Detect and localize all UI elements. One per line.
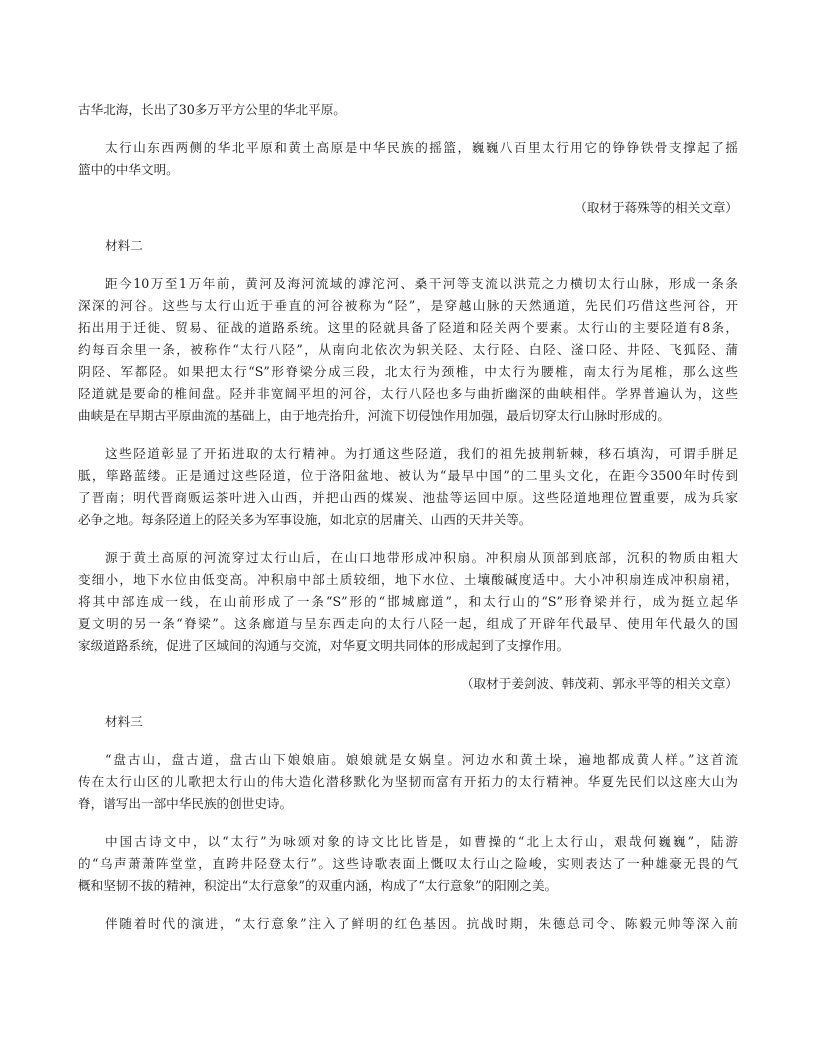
paragraph-line: 胝，筚路蓝缕。正是通过这些陉道，位于洛阳盆地、被认为“最早中国”的二里头文化，在距今3500年时传到 (78, 468, 738, 483)
paragraph-line: 脊，谱写出一部中华民族的创世史诗。 (78, 796, 293, 811)
paragraph-line: 了晋南；明代晋商贩运茶叶进入山西，并把山西的煤炭、池盐等运回中原。这些陉道地理位置重要，成为兵家 (78, 490, 738, 505)
paragraph-line: 概和坚韧不拔的精神，积淀出“太行意象”的双重内涵，构成了“太行意象”的阳刚之美。 (78, 878, 558, 893)
paragraph-line: 变细小，地下水位由低变高。冲积扇中部土质较细，地下水位、土壤酸碱度适中。大小冲积扇连成冲积扇裙， (78, 572, 738, 587)
paragraph-line: 传在太行山区的儿歌把太行山的伟大造化潜移默化为坚韧而富有开拓力的太行精神。华夏先民们以这座大山为 (78, 774, 738, 789)
paragraph-line: 源于黄土高原的河流穿过太行山后，在山口地带形成冲积扇。冲积扇从顶部到底部，沉积的物质由粗大 (105, 550, 738, 565)
paragraph-line: “盘古山，盘古道，盘古山下娘娘庙。娘娘就是女娲皇。河边水和黄土垛，遍地都成黄人样。”这首流 (105, 752, 738, 767)
paragraph-line: 夏文明的另一条“脊梁”。这条廊道与呈东西走向的太行八陉一起，组成了开辟年代最早、使用年代最久的国 (78, 616, 738, 631)
paragraph-line: 家级道路系统，促进了区域间的沟通与交流，对华夏文明共同体的形成起到了支撑作用。 (78, 638, 570, 653)
paragraph-line: 必争之地。每条陉道上的陉关多为军事设施，如北京的居庸关、山西的天井关等。 (78, 512, 532, 527)
paragraph-line: 的“乌声萧萧阵堂堂，直跨井陉登太行”。这些诗歌表面上慨叹太行山之险峻，实则表达了一种雄豪无畏的气 (78, 856, 738, 871)
paragraph-line: 这些陉道彰显了开拓进取的太行精神。为打通这些陉道，我们的祖先披荆斩棘，移石填沟，可谓手胼足 (105, 446, 738, 461)
paragraph-line: 阴陉、军都陉。如果把太行“S”形脊梁分成三段，北太行为颈椎，中太行为腰椎，南太行为尾椎，那么这些 (78, 364, 738, 379)
paragraph-line: 陉道就是要命的椎间盘。陉并非宽阔平坦的河谷，太行八陉也多与曲折幽深的曲峡相伴。学界普遍认为，这些 (78, 386, 738, 401)
source-citation: （取材于姜剑波、韩茂莉、郭永平等的相关文章） (460, 676, 738, 691)
paragraph-line: 曲峡是在早期古平原曲流的基础上，由于地壳抬升，河流下切侵蚀作用加强，最后切穿太行山脉时形成的。 (78, 408, 670, 423)
paragraph-line: 将其中部连成一线，在山前形成了一条“S”形的“邯城廊道”，和太行山的“S”形脊梁并行，成为挺立起华 (78, 594, 738, 609)
paragraph-line: 深深的河谷。这些与太行山近于垂直的河谷被称为“陉”，是穿越山脉的天然通道，先民们巧借这些河谷，开 (78, 298, 738, 313)
section-heading: 材料二 (105, 238, 143, 253)
section-heading: 材料三 (105, 714, 143, 729)
paragraph-line: 篮中的中华文明。 (78, 162, 179, 177)
paragraph-line: 古华北海，长出了30多万平方公里的华北平原。 (78, 102, 346, 117)
paragraph-line: 伴随着时代的演进，“太行意象”注入了鲜明的红色基因。抗战时期，朱德总司令、陈毅元帅等深入前 (105, 916, 738, 931)
paragraph-line: 拓出用于迁徙、贸易、征战的道路系统。这里的陉就具备了陉道和陉关两个要素。太行山的主要陉道有8条， (78, 320, 738, 335)
paragraph-line: 太行山东西两侧的华北平原和黄土高原是中华民族的摇篮，巍巍八百里太行用它的铮铮铁骨支撑起了摇 (105, 140, 738, 155)
paragraph-line: 约每百余里一条，被称作“太行八陉”，从南向北依次为轵关陉、太行陉、白陉、滏口陉、井陉、飞狐陉、蒲 (78, 342, 738, 357)
source-citation: （取材于蒋殊等的相关文章） (574, 200, 738, 215)
paragraph-line: 中国古诗文中，以“太行”为咏颂对象的诗文比比皆是，如曹操的“北上太行山，艰哉何巍巍”，陆游 (105, 834, 738, 849)
paragraph-line: 距今10万至1万年前，黄河及海河流域的滹沱河、桑干河等支流以洪荒之力横切太行山脉，形成一条条 (105, 276, 738, 291)
